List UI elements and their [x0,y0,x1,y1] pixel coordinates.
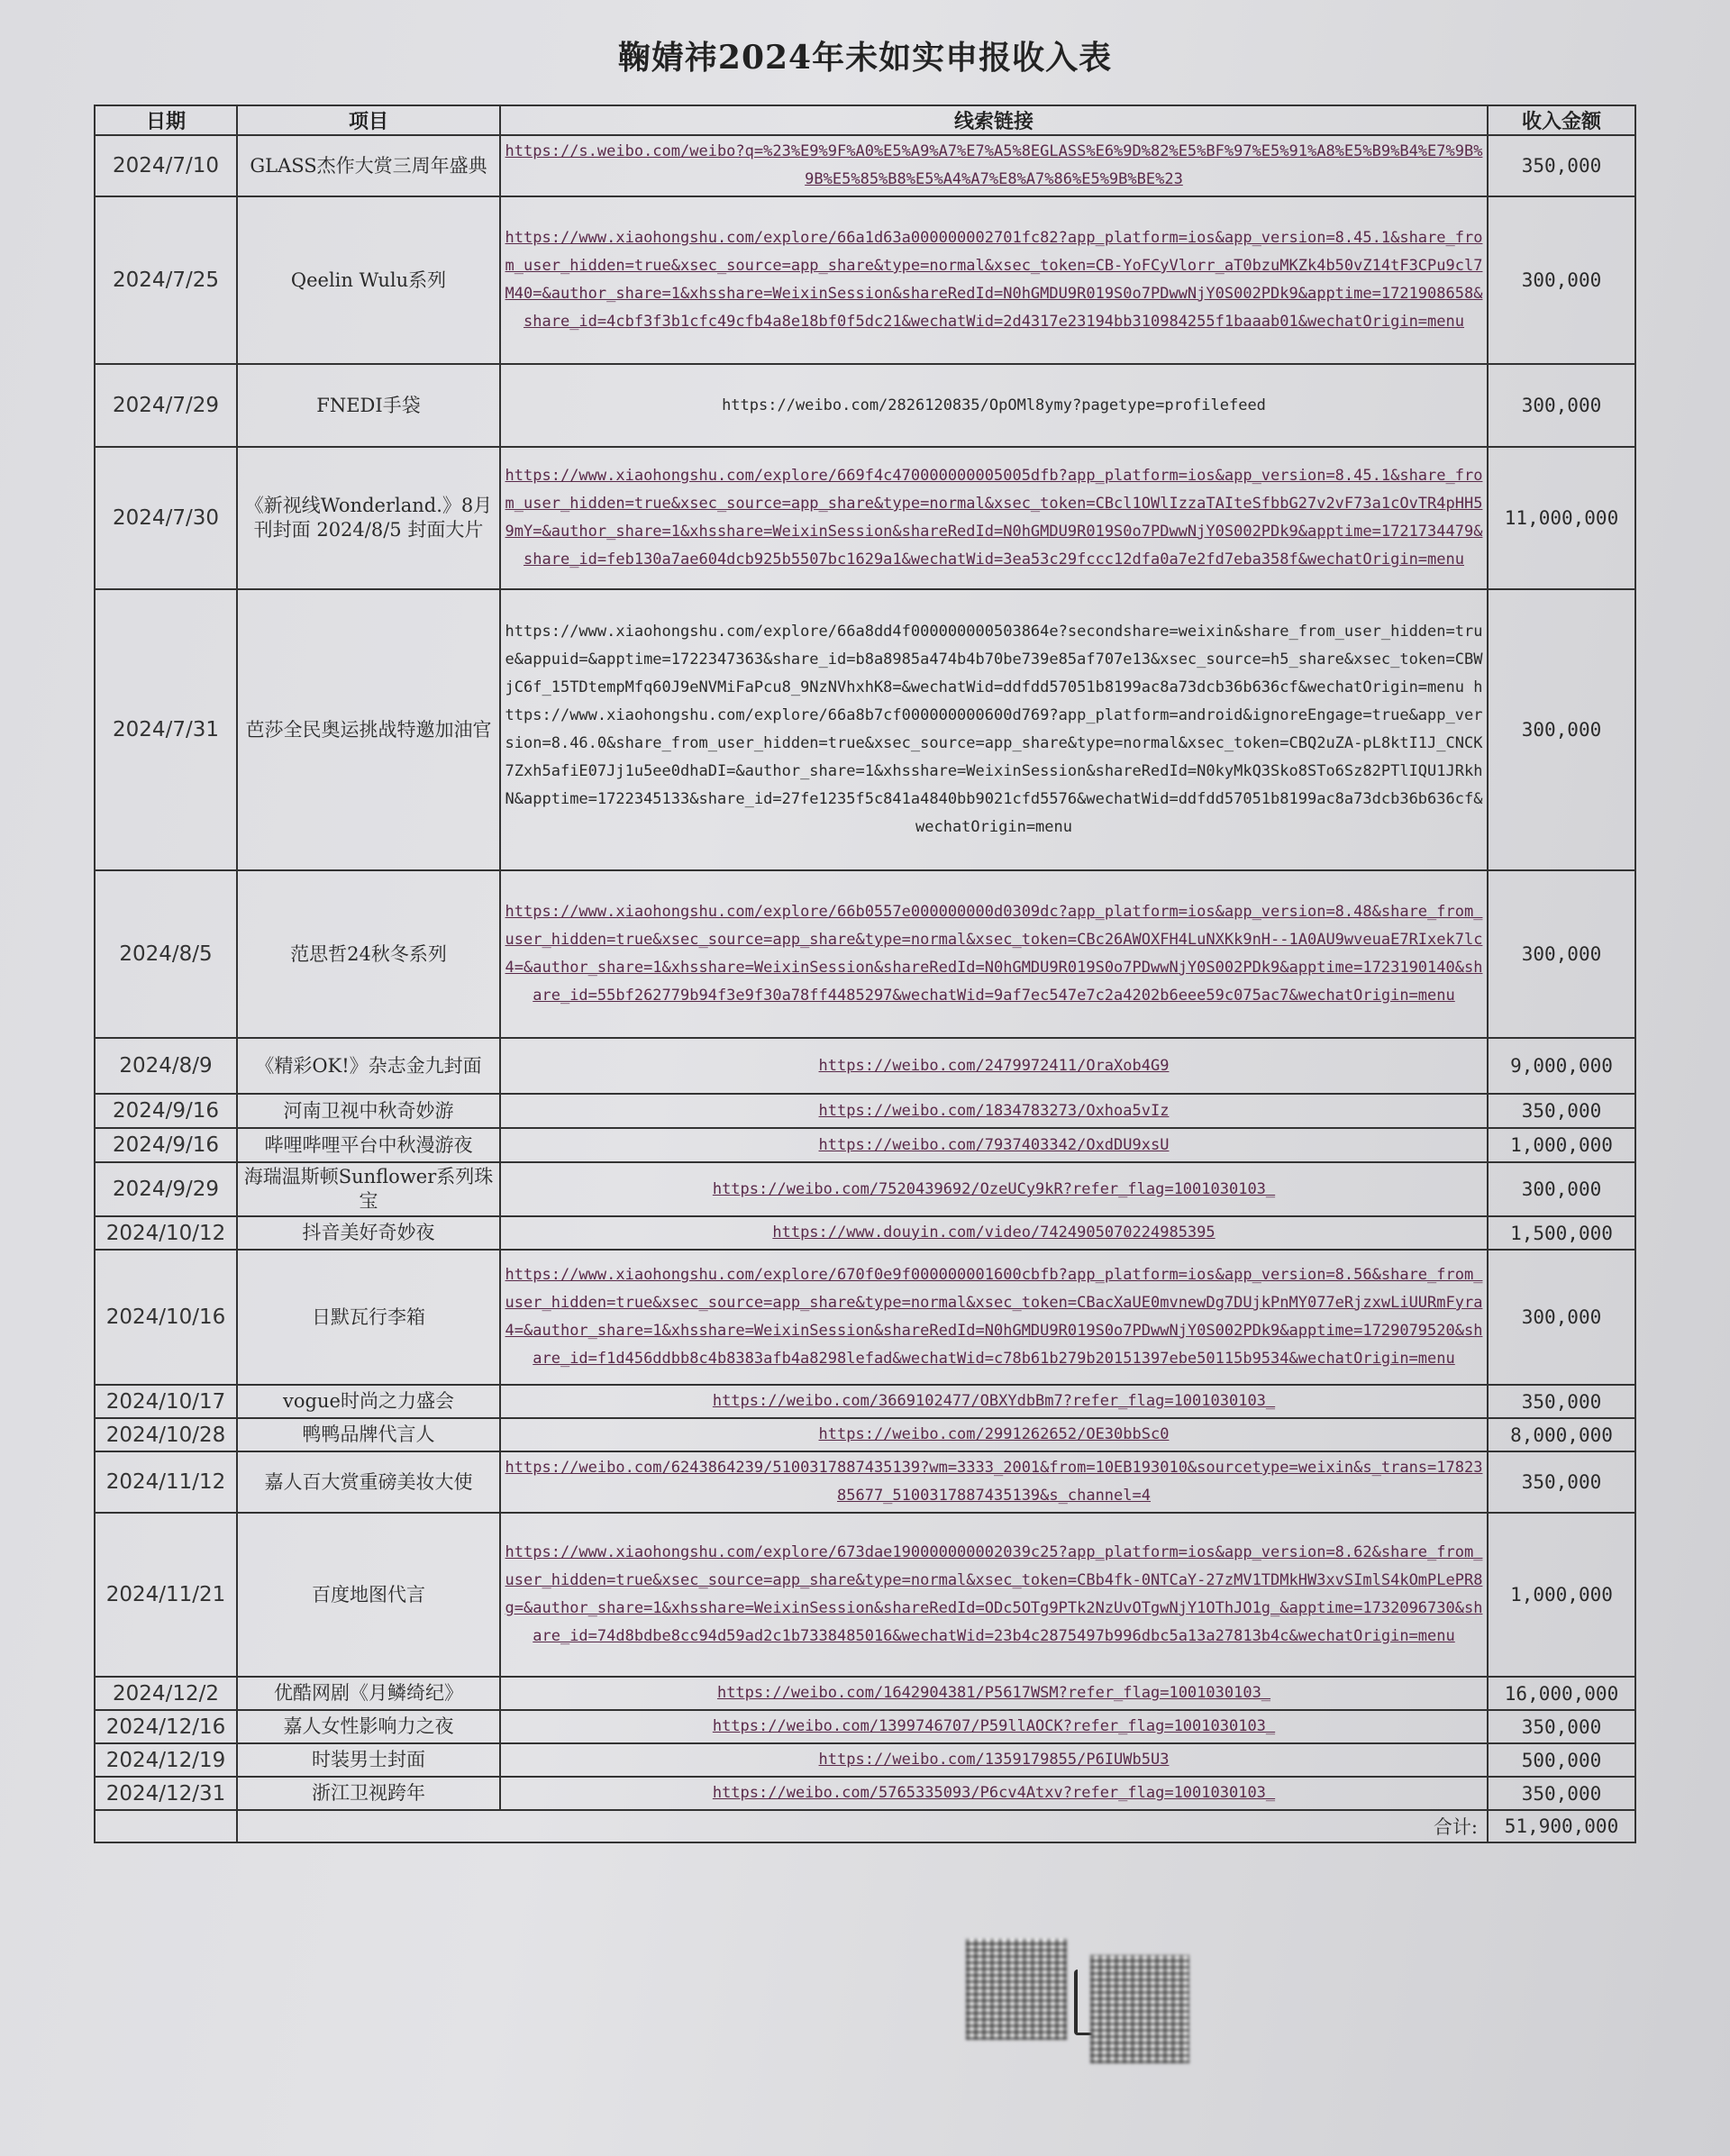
row-date: 2024/12/16 [95,1710,237,1743]
row-amount: 11,000,000 [1488,447,1635,589]
row-amount: 300,000 [1488,196,1635,364]
row-item: 鸭鸭品牌代言人 [237,1418,500,1451]
row-amount: 1,000,000 [1488,1513,1635,1677]
table-row [95,870,1635,1038]
table-row [95,1128,1635,1162]
row-date: 2024/10/28 [95,1418,237,1451]
row-item: 抖音美好奇妙夜 [237,1216,500,1250]
table-row [95,1513,1635,1677]
row-link[interactable]: https://weibo.com/1834783273/Oxhoa5vIz [500,1094,1488,1128]
row-date: 2024/12/31 [95,1777,237,1810]
row-amount: 350,000 [1488,1094,1635,1128]
table-row [95,196,1635,364]
row-link[interactable]: https://www.xiaohongshu.com/explore/670f0e9f000000001600cbfb?app_platform=ios&app_version=8.56&share_from_user_hidden=true&xsec_source=app_share&type=normal&xsec_token=CBacXaUE0mvnewDg7DUjkPnMY077eRjzxwLiUURmFyra4=&author_share=1&xhsshare=WeixinSession&shareRedId=N0hGMDU9R019S0o7PDwwNjY0S002PDk9&apptime=1729079520&share_id=f1d456ddbb8c4b8383afb4a8298lefad&wechatWid=c78b61b279b20151397ebe50115b9534&wechatOrigin=menu [500,1250,1488,1385]
row-item: 范思哲24秋冬系列 [237,870,500,1038]
table-row [95,1250,1635,1385]
row-amount: 300,000 [1488,364,1635,447]
row-link[interactable]: https://www.xiaohongshu.com/explore/66b0557e000000000d0309dc?app_platform=ios&app_version=8.48&share_from_user_hidden=true&xsec_source=app_share&type=normal&xsec_token=CBc26AWOXFH4LuNXKk9nH--1A0AU9wveuaE7RIxek7lc4=&author_share=1&xhsshare=WeixinSession&shareRedId=N0hGMDU9R019S0o7PDwwNjY0S002PDk9&apptime=1723190140&share_id=55bf262779b94f3e9f30a78ff4485297&wechatWid=9af7ec547e7c2a4202b6eee59c075ac7&wechatOrigin=menu [500,870,1488,1038]
row-item: GLASS杰作大赏三周年盛典 [237,135,500,196]
table-row [95,1677,1635,1710]
row-amount: 8,000,000 [1488,1418,1635,1451]
row-amount: 300,000 [1488,589,1635,870]
row-link[interactable]: https://www.xiaohongshu.com/explore/673dae190000000002039c25?app_platform=ios&app_version=8.62&share_from_user_hidden=true&xsec_source=app_share&type=normal&xsec_token=CBb4fk-0NTCaY-27zMV1TDMkHW3xvSImlS4kOmPLePR8g=&author_share=1&xhsshare=WeixinSession&shareRedId=ODc5OTg9PTk2NzUvOTgwNjY1OThJO1g_&apptime=1732096730&share_id=74d8bdbe8cc94d59ad2c1b7338485016&wechatWid=23b4c2875497b996dbc5a13a27813b4c&wechatOrigin=menu [500,1513,1488,1677]
row-link[interactable]: https://s.weibo.com/weibo?q=%23%E9%9F%A0%E5%A9%A7%E7%A5%8EGLASS%E6%9D%82%E5%BF%97%E5%91%A8%E5%B9%B4%E7%9B%9B%E5%85%B8%E5%A4%A7%E8%A7%86%E5%9B%BE%23 [500,135,1488,196]
row-date: 2024/9/29 [95,1162,237,1216]
row-amount: 500,000 [1488,1743,1635,1777]
row-item: Qeelin Wulu系列 [237,196,500,364]
row-link[interactable]: https://weibo.com/1359179855/P6IUWb5U3 [500,1743,1488,1777]
row-item: vogue时尚之力盛会 [237,1385,500,1418]
row-date: 2024/12/2 [95,1677,237,1710]
row-date: 2024/10/17 [95,1385,237,1418]
row-link[interactable]: https://weibo.com/2991262652/OE30bbSc0 [500,1418,1488,1451]
row-link[interactable]: https://weibo.com/5765335093/P6cv4Atxv?refer_flag=1001030103_ [500,1777,1488,1810]
row-link[interactable]: https://www.xiaohongshu.com/explore/669f4c470000000005005dfb?app_platform=ios&app_version=8.45.1&share_from_user_hidden=true&xsec_source=app_share&type=normal&xsec_token=CBcl1OWlIzzaTAIteSfbbG27v2vF73a1cOvTR4pHH59mY=&author_share=1&xhsshare=WeixinSession&shareRedId=N0hGMDU9R019S0o7PDwwNjY0S002PDk9&apptime=1721734479&share_id=feb130a7ae604dcb925b5507bc1629a1&wechatWid=3ea53c29fccc12dfa0a7e2fd7eba358f&wechatOrigin=menu [500,447,1488,589]
header-amount: 收入金额 [1488,105,1635,135]
row-date: 2024/7/31 [95,589,237,870]
table-row [95,589,1635,870]
row-date: 2024/8/5 [95,870,237,1038]
row-amount: 1,000,000 [1488,1128,1635,1162]
row-link[interactable]: https://weibo.com/7937403342/OxdDU9xsU [500,1128,1488,1162]
row-link[interactable]: https://weibo.com/7520439692/OzeUCy9kR?refer_flag=1001030103_ [500,1162,1488,1216]
row-date: 2024/12/19 [95,1743,237,1777]
page-title: 鞠婧祎2024年未如实申报收入表 [617,39,1113,77]
row-amount: 16,000,000 [1488,1677,1635,1710]
header-link: 线索链接 [500,105,1488,135]
row-date: 2024/9/16 [95,1128,237,1162]
row-item: 《精彩OK!》杂志金九封面 [237,1038,500,1094]
total-label: 合计: [237,1810,1488,1842]
row-link[interactable]: https://www.xiaohongshu.com/explore/66a8dd4f000000000503864e?secondshare=weixin&share_from_user_hidden=true&appuid=&apptime=1722347363&share_id=b8a8985a474b4b70be739e85af707e13&xsec_source=h5_share&xsec_token=CBWjC6f_15TDtempMfq60J9eNVMiFaPcu8_9NzNVhxhK8=&wechatWid=ddfdd57051b8199ac8a73dcb36b636cf&wechatOrigin=menu https://www.xiaohongshu.com/explore/66a8b7cf000000000600d769?app_platform=android&ignoreEngage=true&app_version=8.46.0&share_from_user_hidden=true&xsec_source=app_share&type=normal&xsec_token=CBQ2uZA-pL8ktI1J_CNCK7Zxh5afiE07Jj1u5ee0dhaDI=&author_share=1&xhsshare=WeixinSession&shareRedId=N0kyMkQ3Sko8STo6Sz82PTlIQU1JRkhN&apptime=1722345133&share_id=27fe1235f5c841a4840bb9021cfd5576&wechatWid=ddfdd57051b8199ac8a73dcb36b636cf&wechatOrigin=menu [500,589,1488,870]
row-item: 河南卫视中秋奇妙游 [237,1094,500,1128]
row-date: 2024/7/29 [95,364,237,447]
row-item: 嘉人女性影响力之夜 [237,1710,500,1743]
row-date: 2024/8/9 [95,1038,237,1094]
row-link[interactable]: https://weibo.com/1642904381/P5617WSM?refer_flag=1001030103_ [500,1677,1488,1710]
table-row [95,1710,1635,1743]
row-date: 2024/7/25 [95,196,237,364]
row-link[interactable]: https://weibo.com/2479972411/OraXob4G9 [500,1038,1488,1094]
total-amount: 51,900,000 [1488,1810,1635,1842]
row-item: 嘉人百大赏重磅美妆大使 [237,1451,500,1513]
row-amount: 350,000 [1488,1710,1635,1743]
table-row [95,364,1635,447]
row-item: 浙江卫视跨年 [237,1777,500,1810]
total-blank [95,1810,237,1842]
table-row [95,1162,1635,1216]
row-item: 优酷网剧《月鳞绮纪》 [237,1677,500,1710]
table-header-row [95,105,1635,135]
row-item: FNEDI手袋 [237,364,500,447]
table-row [95,1777,1635,1810]
row-link[interactable]: https://www.douyin.com/video/7424905070224985395 [500,1216,1488,1250]
row-date: 2024/10/12 [95,1216,237,1250]
total-row [95,1810,1635,1842]
row-item: 芭莎全民奥运挑战特邀加油官 [237,589,500,870]
income-table [94,105,1636,1843]
row-date: 2024/10/16 [95,1250,237,1385]
qr-code-image [966,1939,1067,2040]
row-item: 海瑞温斯顿Sunflower系列珠宝 [237,1162,500,1216]
table-row [95,135,1635,196]
table-row [95,447,1635,589]
table-row [95,1451,1635,1513]
table-row [95,1418,1635,1451]
row-item: 《新视线Wonderland.》8月刊封面 2024/8/5 封面大片 [237,447,500,589]
row-amount: 350,000 [1488,1777,1635,1810]
table-row [95,1094,1635,1128]
row-link[interactable]: https://weibo.com/3669102477/OBXYdbBm7?refer_flag=1001030103_ [500,1385,1488,1418]
row-date: 2024/7/30 [95,447,237,589]
row-link[interactable]: https://www.xiaohongshu.com/explore/66a1d63a000000002701fc82?app_platform=ios&app_version=8.45.1&share_from_user_hidden=true&xsec_source=app_share&type=normal&xsec_token=CB-YoFCyVlorr_aT0bzuMKZk4b50vZ14tF3CPu9cl7M40=&author_share=1&xhsshare=WeixinSession&shareRedId=N0hGMDU9R019S0o7PDwwNjY0S002PDk9&apptime=1721908658&share_id=4cbf3f3b1cfc49cfb4a8e18bf0f5dc21&wechatWid=2d4317e23194bb310984255f1baaab01&wechatOrigin=menu [500,196,1488,364]
row-date: 2024/11/21 [95,1513,237,1677]
row-amount: 300,000 [1488,870,1635,1038]
header-item: 项目 [237,105,500,135]
row-item: 百度地图代言 [237,1513,500,1677]
row-amount: 300,000 [1488,1162,1635,1216]
table-row [95,1743,1635,1777]
row-item: 时装男士封面 [237,1743,500,1777]
row-amount: 350,000 [1488,1385,1635,1418]
row-date: 2024/9/16 [95,1094,237,1128]
header-date: 日期 [95,105,237,135]
qr-code-image [1090,1955,1189,2063]
table-row [95,1038,1635,1094]
row-amount: 350,000 [1488,1451,1635,1513]
row-amount: 350,000 [1488,135,1635,196]
row-amount: 1,500,000 [1488,1216,1635,1250]
row-date: 2024/7/10 [95,135,237,196]
table-row [95,1385,1635,1418]
table-row [95,1216,1635,1250]
row-link[interactable]: https://weibo.com/1399746707/P59llAOCK?refer_flag=1001030103_ [500,1710,1488,1743]
row-amount: 9,000,000 [1488,1038,1635,1094]
row-link[interactable]: https://weibo.com/6243864239/5100317887435139?wm=3333_2001&from=10EB193010&sourcetype=weixin&s_trans=1782385677_5100317887435139&s_channel=4 [500,1451,1488,1513]
row-link[interactable]: https://weibo.com/2826120835/OpOMl8ymy?pagetype=profilefeed [500,364,1488,447]
row-item: 日默瓦行李箱 [237,1250,500,1385]
row-amount: 300,000 [1488,1250,1635,1385]
row-date: 2024/11/12 [95,1451,237,1513]
row-item: 哔哩哔哩平台中秋漫游夜 [237,1128,500,1162]
